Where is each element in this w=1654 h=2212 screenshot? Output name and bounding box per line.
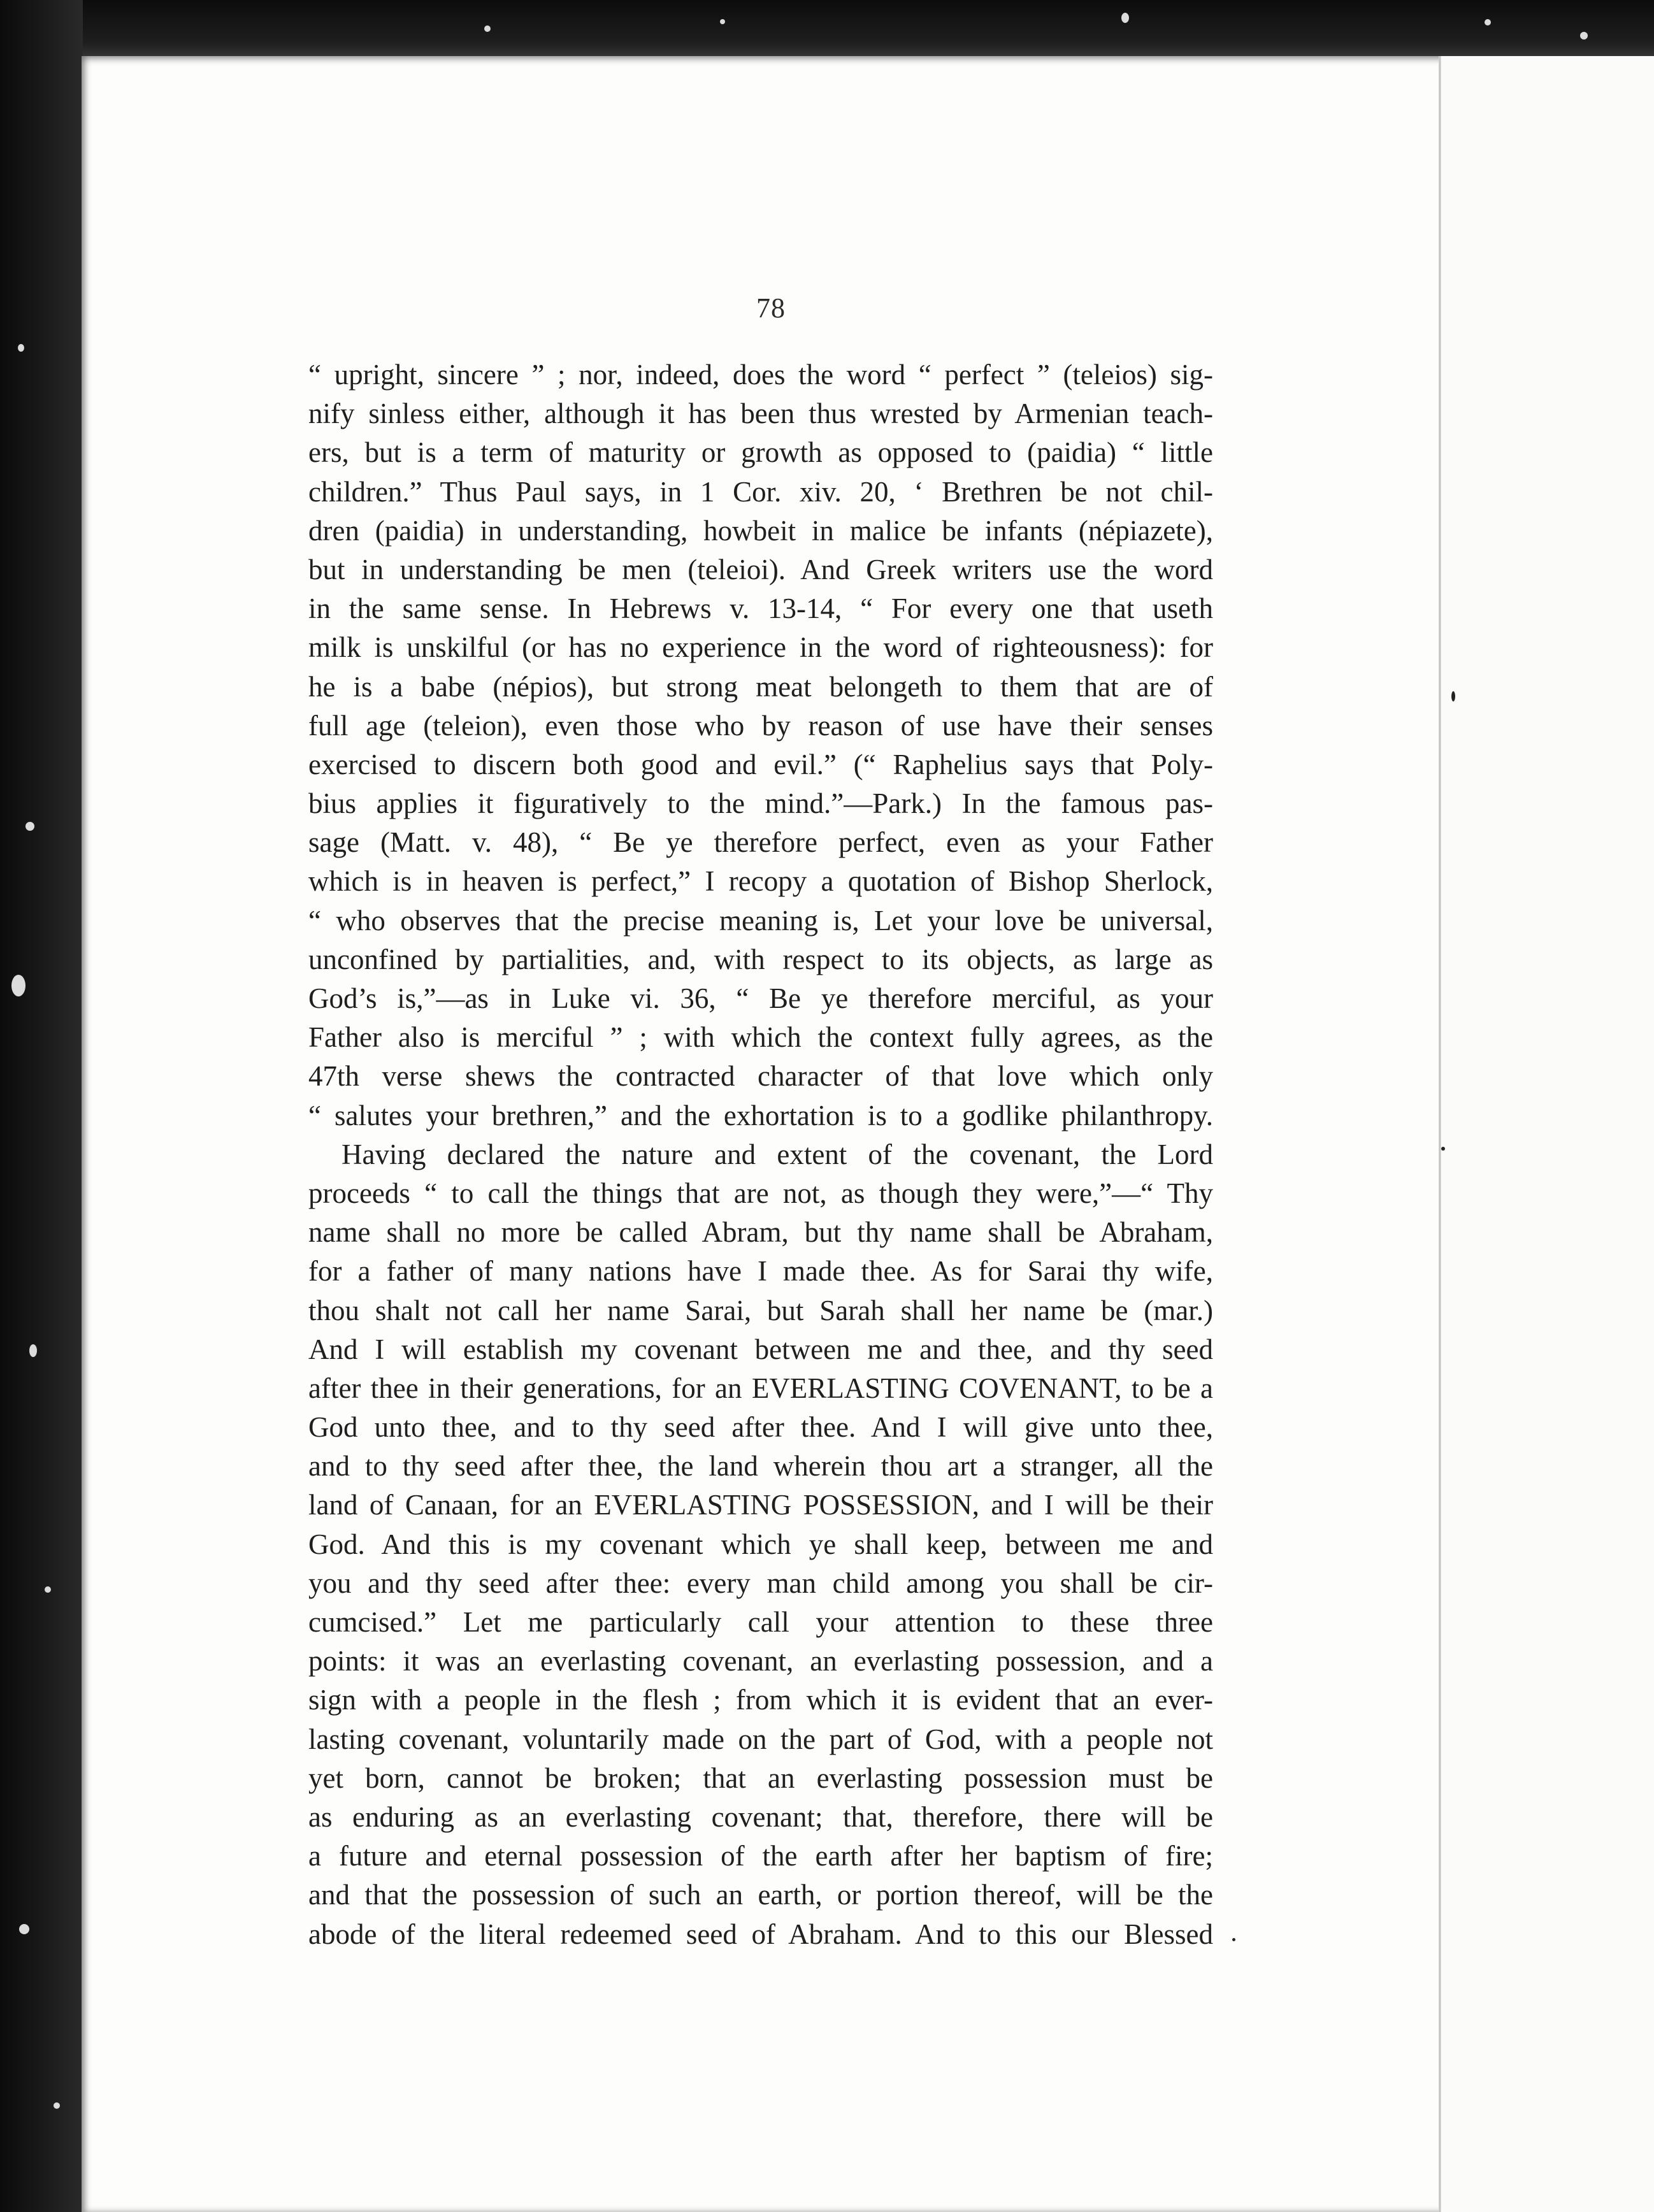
text-line: full age (teleion), even those who by reason of use have their senses [308,709,1213,742]
text-line: lasting covenant, voluntarily made on the part of God, with a people not [308,1723,1213,1755]
text-line: as enduring as an everlasting covenant; that, therefore, there will be [308,1800,1213,1833]
text-line: ers, but is a term of maturity or growth as opposed to (paidia) “ little [308,436,1213,469]
scan-speckle [54,2102,60,2109]
text-line: cumcised.” Let me particularly call your attention to these three [308,1606,1213,1638]
scan-speckle [720,19,725,24]
text-line: land of Canaan, for an EVERLASTING POSSESSION, and I will be their [308,1489,1213,1521]
scan-left-border [0,0,83,2212]
text-line: bius applies it figuratively to the mind.”—Park.) In the famous pas- [308,787,1213,820]
text-line: “ upright, sincere ” ; nor, indeed, does the word “ perfect ” (teleios) sig- [308,359,1213,391]
scan-speckle [45,1586,51,1593]
text-line: God’s is,”—as in Luke vi. 36, “ Be ye therefore merciful, as your [308,982,1213,1014]
scan-speckle [25,822,34,831]
text-line: which is in heaven is perfect,” I recopy a quotation of Bishop Sherlock, [308,865,1213,898]
scan-speckle [19,1924,29,1934]
text-line: sage (Matt. v. 48), “ Be ye therefore perfect, even as your Father [308,826,1213,859]
text-line: 47th verse shews the contracted character of that love which only [308,1060,1213,1093]
text-line: and that the possession of such an earth, or portion thereof, will be the [308,1879,1213,1911]
text-line: dren (paidia) in understanding, howbeit in malice be infants (népiazete), [308,514,1213,547]
page-number: 78 [756,292,786,324]
scan-speckle [1232,1938,1235,1941]
text-line: sign with a people in the flesh ; from which it is evident that an ever- [308,1684,1213,1716]
text-line: “ salutes your brethren,” and the exhortation is to a godlike philanthropy. [308,1099,1213,1131]
text-line: children.” Thus Paul says, in 1 Cor. xiv. 20, ‘ Brethren be not chil- [308,475,1213,508]
text-line: Having declared the nature and extent of the covenant, the Lord [342,1138,1213,1170]
text-line: and to thy seed after thee, the land wherein thou art a stranger, all the [308,1450,1213,1483]
text-line: milk is unskilful (or has no experience in the word of righteousness): for [308,631,1213,664]
scan-speckle [11,975,25,996]
text-line: God. And this is my covenant which ye shall keep, between me and [308,1528,1213,1560]
text-line: abode of the literal redeemed seed of Abraham. And to this our Blessed [308,1918,1213,1950]
text-line: yet born, cannot be broken; that an everlasting possession must be [308,1762,1213,1794]
text-line: a future and eternal possession of the earth after her baptism of fire; [308,1840,1213,1872]
body-text [308,356,1213,1954]
text-line: points: it was an everlasting covenant, an everlasting possession, and a [308,1645,1213,1677]
scan-speckle [1485,19,1491,25]
scan-speckle [1451,691,1455,701]
text-line: but in understanding be men (teleioi). And Greek writers use the word [308,553,1213,585]
text-line: he is a babe (népios), but strong meat belongeth to them that are of [308,670,1213,703]
text-line: you and thy seed after thee: every man child among you shall be cir- [308,1567,1213,1599]
text-line: for a father of many nations have I made thee. As for Sarai thy wife, [308,1255,1213,1288]
scan-speckle [484,25,491,32]
scan-speckle [29,1344,37,1357]
text-line: Father also is merciful ” ; with which the context fully agrees, as the [308,1021,1213,1054]
scan-speckle [18,344,24,352]
scan-speckle [1121,13,1129,23]
text-line: proceeds “ to call the things that are not, as though they were,”—“ Thy [308,1177,1213,1209]
text-line: name shall no more be called Abram, but thy name shall be Abraham, [308,1216,1213,1249]
scan-speckle [1580,32,1588,40]
adjacent-page-edge [1441,56,1654,2212]
text-line: after thee in their generations, for an EVERLASTING COVENANT, to be a [308,1372,1213,1404]
text-line: exercised to discern both good and evil.” (“ Raphelius says that Poly- [308,748,1213,780]
text-line: And I will establish my covenant between me and thee, and thy seed [308,1333,1213,1365]
text-line: nify sinless either, although it has been thus wrested by Armenian teach- [308,398,1213,430]
scan-speckle [1441,1147,1445,1151]
text-line: in the same sense. In Hebrews v. 13-14, “ For every one that useth [308,592,1213,625]
text-line: thou shalt not call her name Sarai, but Sarah shall her name be (mar.) [308,1294,1213,1326]
text-line: unconfined by partialities, and, with respect to its objects, as large as [308,943,1213,975]
text-line: “ who observes that the precise meaning is, Let your love be universal, [308,904,1213,937]
text-line: God unto thee, and to thy seed after thee. And I will give unto thee, [308,1411,1213,1444]
scan-top-border [0,0,1654,61]
